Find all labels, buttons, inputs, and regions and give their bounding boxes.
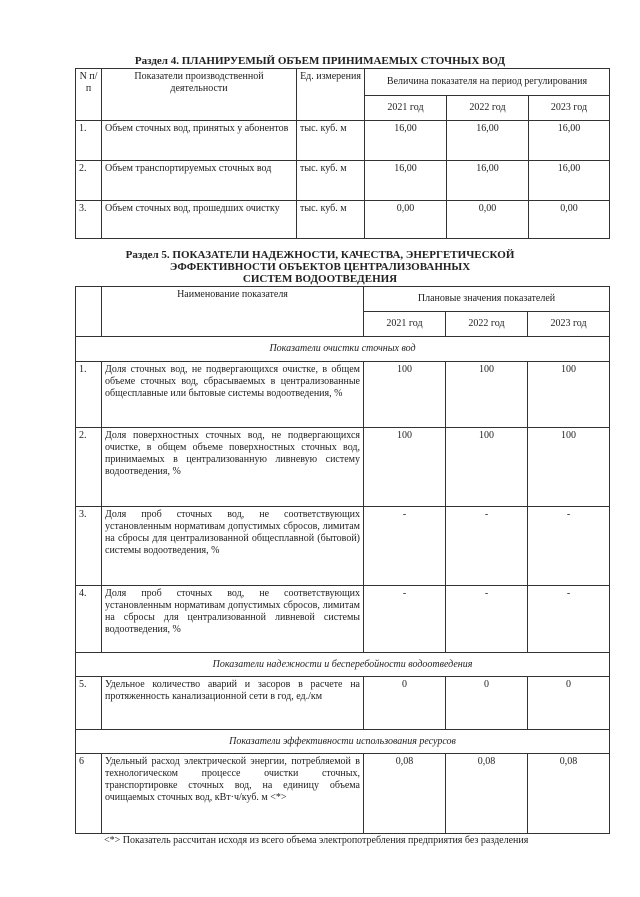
row-value: - [364, 507, 446, 586]
row-value: 16,00 [365, 121, 447, 161]
table-row [76, 161, 610, 201]
row-indicator-name: Объем сточных вод, прошедших очистку [102, 201, 297, 239]
group-title: Показатели очистки сточных вод [76, 337, 610, 362]
row-number: 3. [76, 507, 102, 586]
row-value: 16,00 [529, 161, 610, 201]
row-indicator-name: Удельный расход электрической энергии, потребляемой в технологическом процессе очистки сточных, транспортировке сточных вод, на единицу объема очищаемых сточных вод, кВт·ч/куб. м <*> [102, 754, 364, 834]
table-row [76, 507, 610, 586]
row-value: 0 [528, 677, 610, 730]
row-unit: тыс. куб. м [297, 201, 365, 239]
row-value: 100 [446, 428, 528, 507]
col-header-year: 2021 год [365, 96, 447, 121]
table-row [76, 362, 610, 428]
table-row [76, 677, 610, 730]
row-value: - [364, 586, 446, 653]
row-number: 3. [76, 201, 102, 239]
row-indicator-name: Доля сточных вод, не подвергающихся очистке, в общем объеме сточных вод, сбрасываемых в централизованные общесплавные или бытовые системы водоотведения, % [102, 362, 364, 428]
row-indicator-name: Объем транспортируемых сточных вод [102, 161, 297, 201]
col-header-planned: Плановые значения показателей [364, 287, 610, 312]
col-header-period: Величина показателя на период регулирования [365, 69, 610, 96]
row-value: 0,08 [446, 754, 528, 834]
col-header-num [76, 287, 102, 337]
row-value: - [446, 586, 528, 653]
row-number: 2. [76, 428, 102, 507]
row-value: 16,00 [365, 161, 447, 201]
row-value: 0 [446, 677, 528, 730]
col-header-year: 2021 год [364, 312, 446, 337]
row-indicator-name: Объем сточных вод, принятых у абонентов [102, 121, 297, 161]
table-row [76, 201, 610, 239]
col-header-year: 2022 год [447, 96, 529, 121]
col-header-name: Наименование показателя [102, 287, 364, 337]
col-header-num: N п/п [76, 69, 102, 121]
section5-title-line: Раздел 5. ПОКАЗАТЕЛИ НАДЕЖНОСТИ, КАЧЕСТВА, ЭНЕРГЕТИЧЕСКОЙ [125, 249, 515, 261]
col-header-year: 2023 год [528, 312, 610, 337]
table-row [76, 428, 610, 507]
row-unit: тыс. куб. м [297, 161, 365, 201]
row-value: 100 [528, 428, 610, 507]
col-header-unit: Ед. измерения [297, 69, 365, 121]
section4-table [75, 68, 610, 239]
row-value: 16,00 [529, 121, 610, 161]
row-value: 0,00 [447, 201, 529, 239]
row-number: 5. [76, 677, 102, 730]
row-value: 0 [364, 677, 446, 730]
row-unit: тыс. куб. м [297, 121, 365, 161]
row-value: - [528, 586, 610, 653]
row-value: 100 [446, 362, 528, 428]
table-row [76, 754, 610, 834]
footnote: <*> Показатель рассчитан исходя из всего объема электропотребления предприятия без разделения [104, 835, 529, 846]
row-value: - [528, 507, 610, 586]
section4-title: Раздел 4. ПЛАНИРУЕМЫЙ ОБЪЕМ ПРИНИМАЕМЫХ СТОЧНЫХ ВОД [134, 55, 506, 67]
section5-table [75, 286, 610, 834]
group-title: Показатели эффективности использования ресурсов [76, 730, 610, 754]
row-number: 4. [76, 586, 102, 653]
row-value: 16,00 [447, 161, 529, 201]
row-value: - [446, 507, 528, 586]
row-value: 0,00 [365, 201, 447, 239]
row-value: 0,00 [529, 201, 610, 239]
row-value: 100 [364, 362, 446, 428]
row-number: 6 [76, 754, 102, 834]
section5-title-line: СИСТЕМ ВОДООТВЕДЕНИЯ [242, 273, 398, 285]
row-value: 0,08 [364, 754, 446, 834]
col-header-indicator: Показатели производственной деятельности [102, 69, 297, 121]
row-indicator-name: Доля проб сточных вод, не соответствующих установленным нормативам допустимых сбросов, лимитам на сбросы для централизованной общесплавной (бытовой) системы водоотведения, % [102, 507, 364, 586]
row-value: 100 [364, 428, 446, 507]
col-header-year: 2023 год [529, 96, 610, 121]
row-number: 2. [76, 161, 102, 201]
row-value: 100 [528, 362, 610, 428]
group-title: Показатели надежности и бесперебойности водоотведения [76, 653, 610, 677]
row-value: 0,08 [528, 754, 610, 834]
row-indicator-name: Доля поверхностных сточных вод, не подвергающихся очистке, в общем объеме поверхностных сточных вод, принимаемых в централизованную ливневую систему водоотведения, % [102, 428, 364, 507]
col-header-year: 2022 год [446, 312, 528, 337]
table-row [76, 586, 610, 653]
row-number: 1. [76, 121, 102, 161]
row-indicator-name: Доля проб сточных вод, не соответствующих установленным нормативам допустимых сбросов, лимитам на сбросы для централизованной ливневой системы водоотведения, % [102, 586, 364, 653]
row-number: 1. [76, 362, 102, 428]
row-indicator-name: Удельное количество аварий и засоров в расчете на протяженность канализационной сети в год, ед./км [102, 677, 364, 730]
table-row [76, 121, 610, 161]
section5-title-line: ЭФФЕКТИВНОСТИ ОБЪЕКТОВ ЦЕНТРАЛИЗОВАННЫХ [169, 261, 471, 273]
row-value: 16,00 [447, 121, 529, 161]
